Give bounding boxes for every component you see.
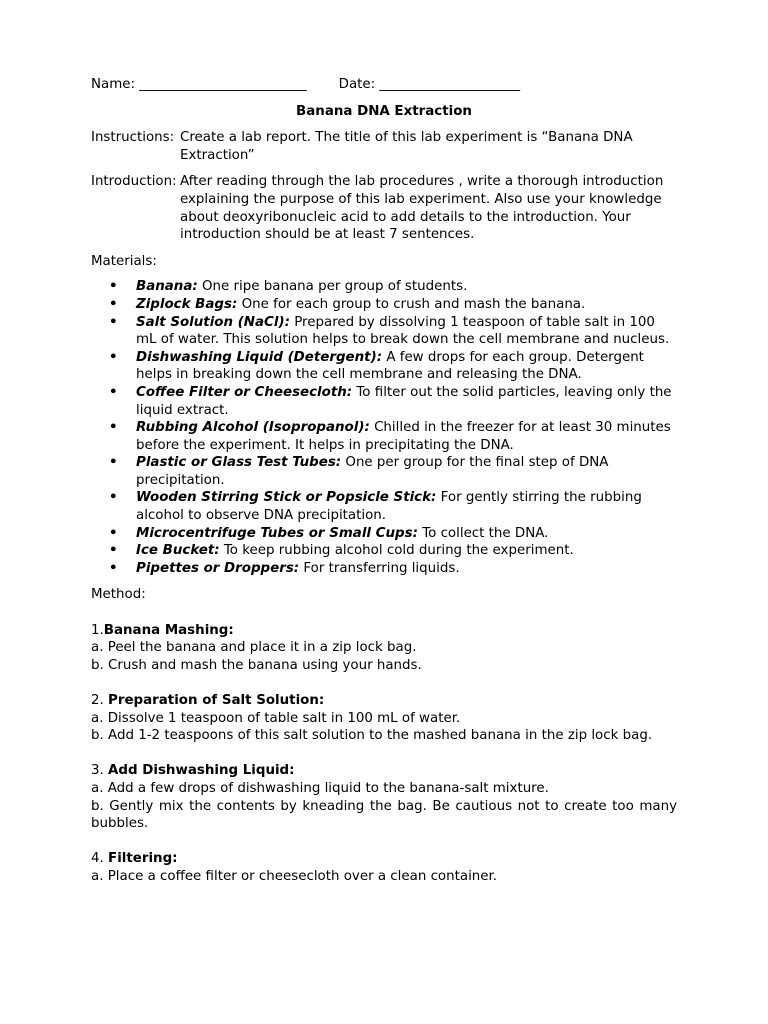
material-item xyxy=(109,525,677,543)
method-step-number: 1. xyxy=(91,622,104,638)
materials-label: Materials: xyxy=(91,253,157,269)
material-item xyxy=(109,454,677,489)
method-step-line: a. Place a coffee filter or cheesecloth over a clean container. xyxy=(91,868,498,884)
bullet-icon: • xyxy=(109,296,118,312)
material-name: Plastic or Glass Test Tubes: xyxy=(136,455,342,471)
method-step-number: 2. xyxy=(91,693,109,708)
bullet-icon: • xyxy=(109,543,118,559)
method-step-heading xyxy=(91,850,677,868)
method-step-heading xyxy=(91,762,677,780)
method-step-title: Banana Mashing: xyxy=(103,622,234,638)
material-item xyxy=(109,542,677,560)
name-field-label: Name: _________________________ xyxy=(91,77,307,92)
method-step xyxy=(91,850,677,885)
material-description: To filter out the solid particles, leaving only the liquid extract. xyxy=(136,384,672,418)
name-date-line xyxy=(91,76,677,94)
material-name: Salt Solution (NaCl): xyxy=(136,314,290,330)
method-step xyxy=(91,622,677,675)
material-description: To collect the DNA. xyxy=(422,525,549,541)
introduction-paragraph xyxy=(91,173,677,243)
material-description: To keep rubbing alcohol cold during the experiment. xyxy=(223,543,574,559)
introduction-label: Introduction: xyxy=(91,174,177,190)
material-description: One for each group to crush and mash the banana. xyxy=(241,296,586,312)
method-step-title: Add Dishwashing Liquid: xyxy=(108,763,295,779)
bullet-icon: • xyxy=(109,455,118,471)
method-step-line: b. Crush and mash the banana using your hands. xyxy=(91,657,422,673)
method-step-title: Preparation of Salt Solution: xyxy=(108,693,325,708)
document-content xyxy=(91,76,677,886)
date-field-label: Date: _____________________ xyxy=(338,77,521,92)
method-label: Method: xyxy=(91,587,146,603)
method-step-heading xyxy=(91,692,677,710)
method-step-line: a. Peel the banana and place it in a zip lock bag. xyxy=(91,640,417,656)
material-name: Dishwashing Liquid (Detergent): xyxy=(136,349,383,365)
method-steps xyxy=(91,622,677,886)
bullet-icon: • xyxy=(109,420,118,436)
method-step-line: a. Dissolve 1 teaspoon of table salt in 100 mL of water. xyxy=(91,710,461,726)
introduction-text: After reading through the lab procedures , write a thorough introduction explaining the purpose of this lab experiment. Also use your knowledge about deoxyribonucleic acid to add details to the introduction. Your introduction should be at least 7 sentences. xyxy=(180,174,664,243)
instructions-paragraph xyxy=(91,129,677,164)
bullet-icon: • xyxy=(109,560,118,576)
material-item xyxy=(109,349,677,384)
material-name: Ziplock Bags: xyxy=(136,296,238,312)
material-item xyxy=(109,278,677,296)
material-item xyxy=(109,560,677,578)
material-description: One ripe banana per group of students. xyxy=(202,279,468,295)
document-title: Banana DNA Extraction xyxy=(296,103,472,119)
material-item xyxy=(109,489,677,524)
method-step-title: Filtering: xyxy=(108,851,178,867)
bullet-icon: • xyxy=(109,279,118,295)
material-description: For gently stirring the rubbing alcohol to observe DNA precipitation. xyxy=(136,490,642,524)
method-step-number: 4. xyxy=(91,851,109,867)
instructions-text: Create a lab report. The title of this lab experiment is “Banana DNA Extraction” xyxy=(180,130,633,163)
method-step xyxy=(91,692,677,745)
material-name: Wooden Stirring Stick or Popsicle Stick: xyxy=(136,490,437,506)
method-step xyxy=(91,762,677,832)
method-step-line: a. Add a few drops of dishwashing liquid to the banana-salt mixture. xyxy=(91,780,549,796)
bullet-icon: • xyxy=(109,349,118,365)
material-description: One per group for the final step of DNA precipitation. xyxy=(136,455,609,488)
bullet-icon: • xyxy=(109,490,118,506)
material-description: Prepared by dissolving 1 teaspoon of table salt in 100 mL of water. This solution helps to break down the cell membrane and nucleus. xyxy=(136,314,670,348)
material-name: Banana: xyxy=(136,279,198,295)
material-name: Ice Bucket: xyxy=(136,543,220,559)
materials-list xyxy=(91,278,677,577)
material-description: Chilled in the freezer for at least 30 minutes before the experiment. It helps in precipitating the DNA. xyxy=(136,420,671,453)
material-item xyxy=(109,419,677,454)
method-step-heading xyxy=(91,622,677,640)
material-item xyxy=(109,314,677,349)
material-description: A few drops for each group. Detergent helps in breaking down the cell membrane and releasing the DNA. xyxy=(136,349,644,383)
instructions-label: Instructions: xyxy=(91,130,175,146)
bullet-icon: • xyxy=(109,384,118,400)
material-description: For transferring liquids. xyxy=(303,560,460,576)
material-item xyxy=(109,384,677,419)
bullet-icon: • xyxy=(109,314,118,330)
material-item xyxy=(109,296,677,314)
material-name: Coffee Filter or Cheesecloth: xyxy=(136,384,353,400)
method-step-line: b. Gently mix the contents by kneading the bag. Be cautious not to create too many bubbles. xyxy=(91,798,677,832)
material-name: Rubbing Alcohol (Isopropanol): xyxy=(136,420,370,436)
material-name: Pipettes or Droppers: xyxy=(136,560,300,576)
method-step-line: b. Add 1-2 teaspoons of this salt solution to the mashed banana in the zip lock bag. xyxy=(91,728,653,744)
material-name: Microcentrifuge Tubes or Small Cups: xyxy=(136,525,418,541)
bullet-icon: • xyxy=(109,525,118,541)
method-step-number: 3. xyxy=(91,763,109,779)
